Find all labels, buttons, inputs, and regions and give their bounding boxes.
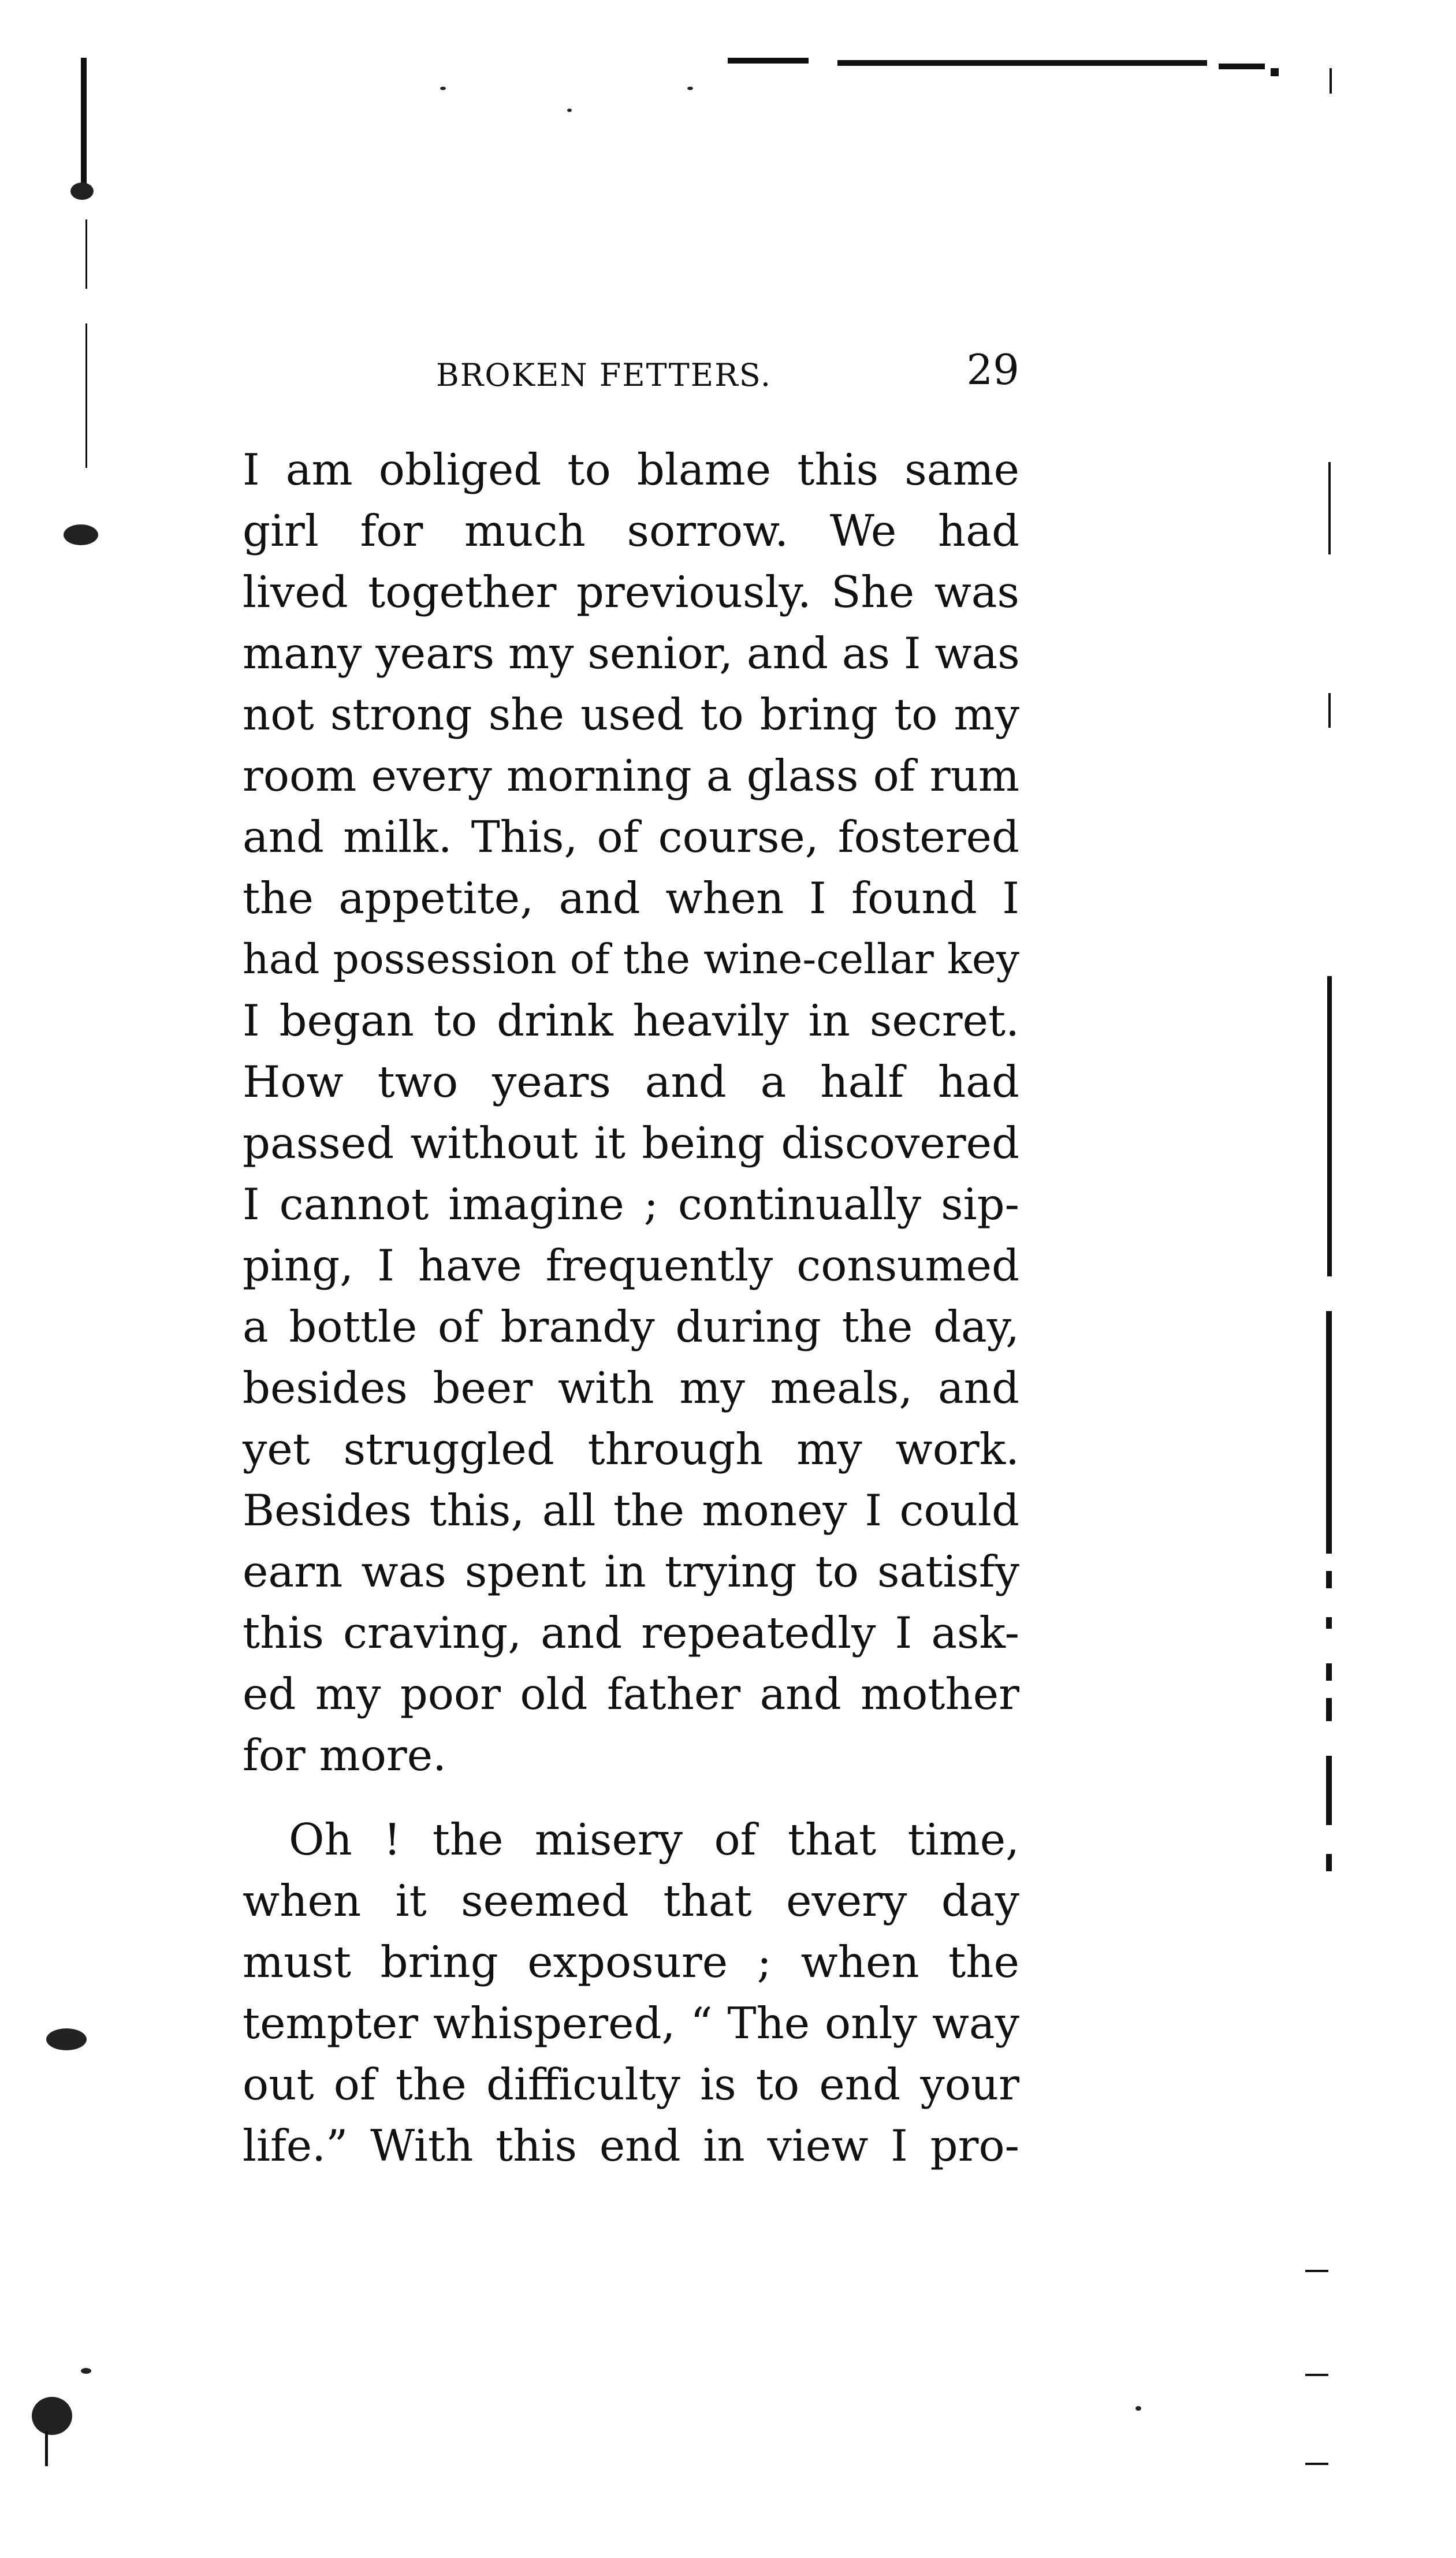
scan-mark-blot [64, 524, 98, 545]
text-line: Besides this, all the money I could [243, 1485, 1019, 1536]
scan-mark-right-edge [1328, 462, 1331, 554]
text-line: I began to drink heavily in secret. [243, 995, 1019, 1046]
body-text [243, 439, 1019, 2176]
text-line: must bring exposure ; when the [243, 1937, 1019, 1987]
text-line: girl for much sorrow. We had [243, 505, 1019, 556]
text-line: besides beer with my meals, and [243, 1362, 1019, 1413]
scan-mark-blot [70, 183, 94, 200]
paragraph [243, 439, 1019, 1786]
scan-mark-speck [81, 2368, 91, 2374]
scan-mark-right-edge [1326, 1854, 1332, 1871]
scan-mark-left-edge [45, 2432, 48, 2466]
text-line: earn was spent in trying to satisfy [243, 1546, 1019, 1597]
scan-mark-speck [567, 109, 572, 112]
scan-mark-blot [46, 2028, 87, 2050]
text-line: Oh ! the misery of that time, [289, 1814, 1019, 1865]
text-line: I am obliged to blame this same [243, 444, 1019, 495]
scan-mark-right-edge [1326, 1617, 1332, 1629]
paragraph [243, 1809, 1019, 2176]
scan-mark-right-edge [1326, 1698, 1332, 1721]
scan-mark-right-edge [1305, 2374, 1328, 2376]
text-line: had possession of the wine-cellar key [243, 935, 1019, 983]
running-title: BROKEN FETTERS. [436, 357, 772, 393]
text-line: the appetite, and when I found I [243, 873, 1019, 924]
scan-mark-speck [687, 87, 693, 90]
text-line: lived together previously. She was [243, 567, 1019, 617]
scan-mark-right-edge [1305, 2463, 1328, 2465]
text-line: tempter whispered, “ The only way [243, 1998, 1019, 2049]
scan-mark-right-edge [1326, 1571, 1332, 1588]
text-line: this craving, and repeatedly I ask- [243, 1607, 1019, 1658]
scan-mark-left-edge [85, 219, 87, 289]
text-line: yet struggled through my work. [243, 1424, 1019, 1475]
text-line: for more. [243, 1730, 446, 1781]
scan-mark-top-rule [1271, 68, 1279, 76]
scan-mark-top-rule [728, 58, 809, 64]
text-line: passed without it being discovered [243, 1118, 1019, 1168]
text-line: room every morning a glass of rum [243, 750, 1019, 801]
text-line: many years my senior, and as I was [243, 628, 1020, 679]
text-line: a bottle of brandy during the day, [243, 1301, 1019, 1352]
scan-mark-right-edge [1326, 1311, 1332, 1554]
text-line: life.” With this end in view I pro- [243, 2120, 1019, 2171]
running-head [243, 345, 1019, 397]
scan-mark-top-rule [837, 60, 1207, 66]
text-line: when it seemed that every day [243, 1875, 1019, 1926]
scan-mark-left-edge [85, 323, 87, 468]
page-number: 29 [966, 345, 1019, 394]
scan-mark-blot [32, 2397, 72, 2435]
text-line: I cannot imagine ; continually sip- [243, 1179, 1019, 1230]
scan-mark-right-edge [1326, 1756, 1332, 1825]
scan-mark-right-edge [1328, 693, 1331, 728]
scan-mark-speck [1135, 2406, 1141, 2411]
scan-mark-top-rule [1219, 64, 1265, 69]
text-line: How two years and a half had [243, 1056, 1019, 1107]
text-line: not strong she used to bring to my [243, 689, 1019, 740]
text-line: out of the difficulty is to end your [243, 2059, 1019, 2110]
scan-mark-right-edge [1327, 976, 1332, 1276]
scan-mark-left-edge [81, 58, 87, 185]
scan-mark-right-edge [1330, 68, 1332, 94]
text-line: ping, I have frequently consumed [243, 1240, 1019, 1291]
scan-mark-speck [440, 87, 446, 90]
scan-mark-right-edge [1305, 2270, 1328, 2272]
text-line: and milk. This, of course, fostered [243, 811, 1019, 862]
text-line: ed my poor old father and mother [243, 1669, 1019, 1719]
scan-mark-right-edge [1326, 1663, 1332, 1681]
